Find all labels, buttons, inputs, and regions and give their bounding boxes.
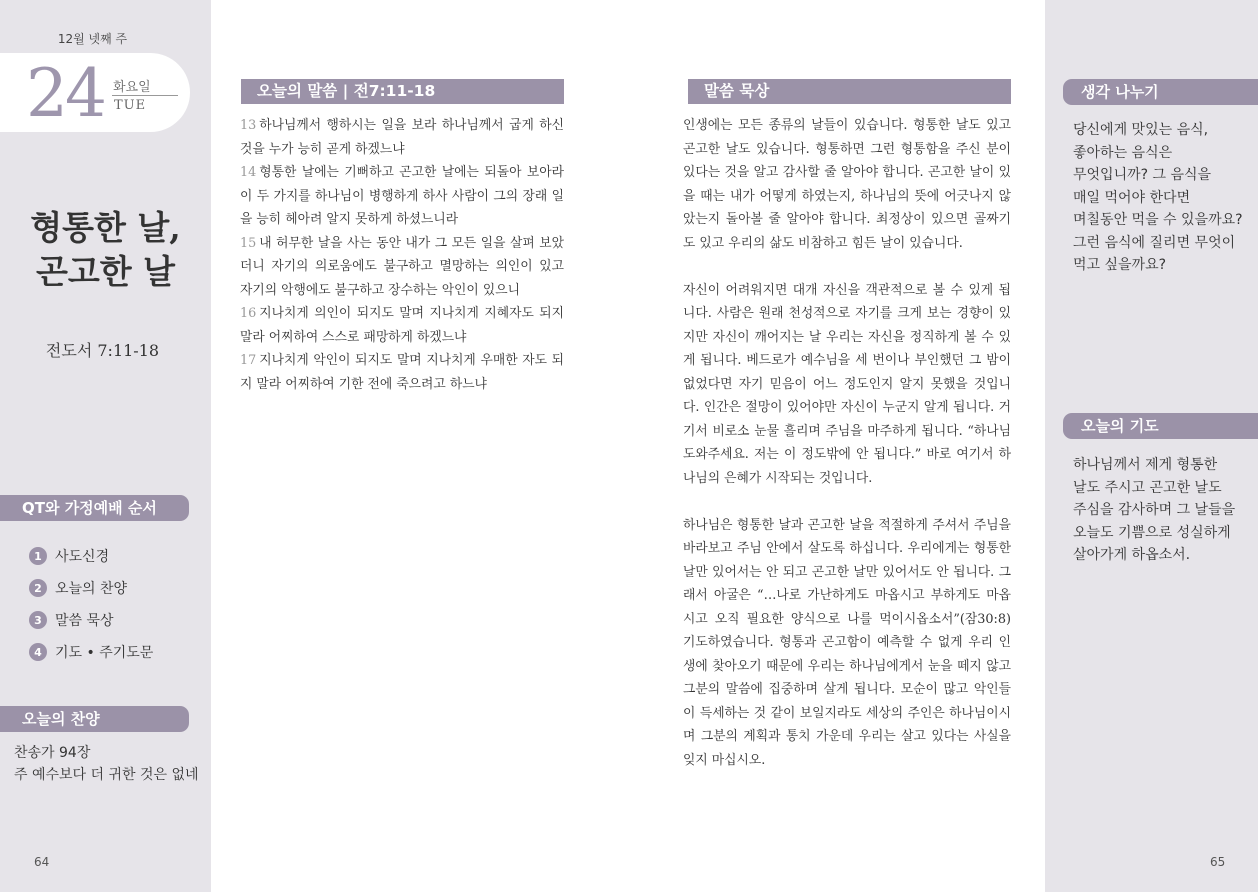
verse-number: 14	[240, 165, 257, 180]
number-badge: 3	[29, 611, 47, 629]
list-item	[29, 604, 153, 636]
verse	[240, 114, 564, 161]
list-item	[29, 636, 153, 668]
verse-number: 17	[240, 353, 257, 368]
qt-order-list	[29, 540, 153, 668]
weekday-english: TUE	[114, 98, 147, 113]
share-line: 좋아하는 음식은	[1073, 144, 1173, 161]
scripture-reference: 전도서 7:11-18	[45, 341, 160, 360]
verse-number: 15	[240, 235, 257, 251]
list-item-label: 말씀 묵상	[55, 613, 114, 629]
prayer-text	[1073, 454, 1253, 567]
prayer-line: 살아가게 하옵소서.	[1073, 547, 1191, 563]
number-badge: 4	[29, 643, 47, 661]
list-item-label: 오늘의 찬양	[55, 581, 128, 597]
share-line: 매일 먹어야 한다면	[1073, 189, 1191, 206]
share-heading: 생각 나누기	[1063, 79, 1258, 105]
day-number: 24	[26, 55, 104, 132]
verse-number: 13	[240, 118, 257, 133]
list-item	[29, 540, 153, 572]
verse	[240, 302, 564, 349]
share-line: 무엇입니까? 그 음식을	[1073, 167, 1212, 183]
meditation-heading: 말씀 묵상	[688, 79, 1011, 104]
page-title	[0, 206, 211, 294]
verse-text: 내 허무한 날을 사는 동안 내가 그 모든 일을 살펴 보았더니 자기의 의로움에도 불구하고 멸망하는 의인이 있고 자기의 악행에도 불구하고 장수하는 악인이 있으니	[240, 235, 564, 298]
hymn-number: 찬송가 94장	[14, 745, 91, 761]
hymn-title: 주 예수보다 더 귀한 것은 없네	[14, 767, 199, 783]
meditation-text	[683, 114, 1011, 772]
verse-text: 지나치게 의인이 되지도 말며 지나치게 지혜자도 되지 말라 어찌하여 스스로 패망하게 하겠느냐	[240, 306, 564, 345]
verse	[240, 232, 564, 303]
verse	[240, 161, 564, 232]
list-item-label: 사도신경	[55, 549, 110, 565]
hymn-info	[14, 742, 199, 786]
verse	[240, 349, 564, 396]
date-divider	[112, 95, 178, 96]
prayer-heading: 오늘의 기도	[1063, 413, 1258, 439]
scripture-heading: 오늘의 말씀 | 전7:11-18	[241, 79, 564, 104]
page-number-left: 64	[34, 855, 50, 869]
title-line-1: 형통한 날,	[30, 208, 181, 247]
share-line: 먹고 싶을까요?	[1073, 257, 1167, 273]
meditation-paragraph: 인생에는 모든 종류의 날들이 있습니다. 형통한 날도 있고 곤고한 날도 있습니다. 형통하면 그런 형통함을 주신 분이 있다는 것을 알고 감사할 줄 알아야 합니다. 곤고한 날이 있을 때는 내가 어떻게 하였는지, 하나님의 뜻에 어긋나지 않았는지 돌아볼 줄 알아야 합니다. 최정상이 있으면 골짜기도 있고 우리의 삶도 비참하고 힘든 날이 있습니다.	[683, 118, 1011, 251]
prayer-line: 오늘도 기쁨으로 성실하게	[1073, 524, 1231, 541]
week-label: 12월 넷째 주	[57, 32, 128, 46]
list-item-label: 기도 • 주기도문	[55, 645, 154, 661]
share-line: 며칠동안 먹을 수 있을까요?	[1073, 212, 1243, 228]
verse-number: 16	[240, 306, 257, 321]
title-line-2: 곤고한 날	[35, 252, 175, 291]
left-sidebar	[0, 0, 211, 892]
share-line: 그런 음식에 질리면 무엇이	[1073, 234, 1236, 251]
number-badge: 1	[29, 547, 47, 565]
meditation-paragraph: 자신이 어려워지면 대개 자신을 객관적으로 볼 수 있게 됩니다. 사람은 원래 천성적으로 자기를 크게 보는 경향이 있지만 자신이 깨어지는 날 우리는 자신을 정직하게 볼 수 있게 됩니다. 베드로가 예수님을 세 번이나 부인했던 그 밤이 없었다면 자기 믿음이 어느 정도인지 알지 못했을 것입니다. 인간은 절망이 있어야만 자신이 누군지 알게 됩니다. 거기서 비로소 눈물 흘리며 주님을 마주하게 됩니다. “하나님 도와주세요. 저는 이 정도밖에 안 됩니다.” 바로 여기서 하나님의 은혜가 시작되는 것입니다.	[683, 282, 1011, 486]
weekday-korean: 화요일	[113, 80, 151, 95]
verse-text: 지나치게 악인이 되지도 말며 지나치게 우매한 자도 되지 말라 어찌하여 기한 전에 죽으려고 하느냐	[240, 353, 564, 392]
prayer-line: 주심을 감사하며 그 날들을	[1073, 502, 1236, 518]
share-line: 당신에게 맛있는 음식,	[1073, 122, 1209, 138]
hymn-heading: 오늘의 찬양	[0, 706, 189, 732]
page-number-right: 65	[1210, 855, 1226, 869]
meditation-paragraph: 하나님은 형통한 날과 곤고한 날을 적절하게 주셔서 주님을 바라보고 주님 안에서 살도록 하십니다. 우리에게는 형통한 날만 있어서는 안 되고 곤고한 날만 있어서도 안 됩니다. 그래서 아굴은 “…나로 가난하게도 마옵시고 부하게도 마옵시고 오직 필요한 양식으로 나를 먹이시옵소서”(잠30:8) 기도하였습니다. 형통과 곤고함이 예측할 수 없게 우리 인생에 찾아오기 때문에 우리는 하나님에게서 눈을 떼지 않고 그분의 말씀에 집중하며 살게 됩니다. 모순이 많고 악인들이 득세하는 것 같이 보일지라도 세상의 주인은 하나님이시며 그분의 계획과 통치 가운데 우리는 살고 있다는 사실을 잊지 마십시오.	[683, 517, 1011, 768]
list-item	[29, 572, 153, 604]
qt-order-heading: QT와 가정예배 순서	[0, 495, 189, 521]
verse-text: 형통한 날에는 기뻐하고 곤고한 날에는 되돌아 보아라 이 두 가지를 하나님이 병행하게 하사 사람이 그의 장래 일을 능히 헤아려 알지 못하게 하셨느니라	[240, 165, 564, 227]
verse-text: 하나님께서 행하시는 일을 보라 하나님께서 굽게 하신 것을 누가 능히 곧게 하겠느냐	[240, 118, 564, 157]
prayer-line: 하나님께서 제게 형통한	[1073, 457, 1218, 473]
prayer-line: 날도 주시고 곤고한 날도	[1073, 479, 1222, 496]
share-questions	[1073, 119, 1253, 277]
scripture-text	[240, 114, 564, 396]
number-badge: 2	[29, 579, 47, 597]
